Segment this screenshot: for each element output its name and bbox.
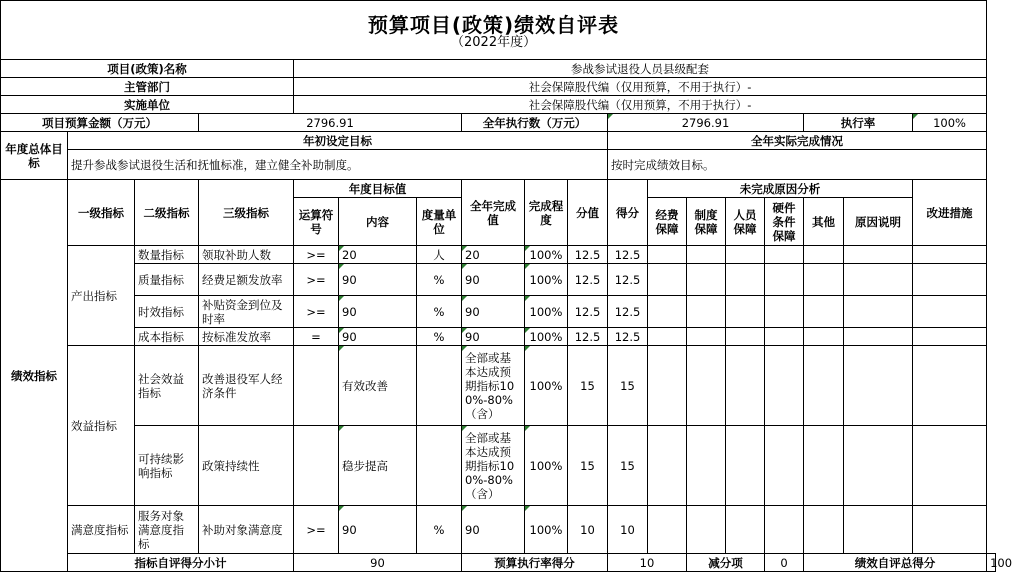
improve-cell [913,246,987,264]
budget-score-label: 预算执行率得分 [462,554,608,572]
exec-label: 全年执行数（万元） [462,114,608,132]
reason-system-header: 制度保障 [687,198,726,246]
reason-cell [726,328,765,346]
rate-value: 100% [913,114,987,132]
unit-header: 度量单位 [417,198,462,246]
table-row [1,426,996,506]
reason-cell [765,426,804,506]
reason-cell [844,264,913,296]
target-group-header: 年度目标值 [294,180,462,198]
reason-cell [844,506,913,554]
score-cell: 15 [608,426,648,506]
improve-cell [913,506,987,554]
lvl2-cell: 质量指标 [135,264,199,296]
table-row [1,246,996,264]
degree-cell: 100% [525,346,568,426]
budget-label: 项目预算金额（万元） [1,114,199,132]
reason-cell [804,506,844,554]
reason-cell [765,506,804,554]
reason-cell [648,506,687,554]
reason-cell [648,328,687,346]
lvl2-cell: 时效指标 [135,296,199,328]
table-row [1,296,996,328]
degree-cell: 100% [525,264,568,296]
points-cell: 15 [568,426,608,506]
plan-goal-header: 年初设定目标 [68,132,608,150]
improve-cell [913,264,987,296]
content-cell: 稳步提高 [339,426,417,506]
table-row [1,346,996,426]
value-cell: 90 [462,296,525,328]
op-cell [294,426,339,506]
deduct-value: 0 [765,554,804,572]
table-row [1,506,996,554]
op-cell: = [294,328,339,346]
reason-cell [804,246,844,264]
reason-cell [804,264,844,296]
points-cell: 12.5 [568,328,608,346]
reason-cell [648,264,687,296]
score-cell: 15 [608,346,648,426]
reason-cell [804,426,844,506]
lvl2-header: 二级指标 [135,180,199,246]
improve-cell [913,426,987,506]
reason-cell [687,296,726,328]
reason-cell [726,506,765,554]
reason-cell [765,264,804,296]
lvl1-cell: 满意度指标 [68,506,135,554]
improve-cell [913,346,987,426]
reason-note-header: 原因说明 [844,198,913,246]
reason-cell [648,246,687,264]
op-cell [294,346,339,426]
reason-cell [765,328,804,346]
value-cell: 90 [462,506,525,554]
reason-cell [648,426,687,506]
value-cell: 全部或基本达成预期指标100%-80%（含） [462,346,525,426]
reason-cell [648,296,687,328]
reason-hardware-header: 硬件条件保障 [765,198,804,246]
subtotal-value: 90 [294,554,462,572]
content-cell: 90 [339,296,417,328]
budget-value: 2796.91 [199,114,462,132]
points-cell: 10 [568,506,608,554]
reason-cell [687,506,726,554]
degree-cell: 100% [525,246,568,264]
lvl3-cell: 经费足额发放率 [199,264,294,296]
budget-score-value: 10 [608,554,687,572]
degree-cell: 100% [525,426,568,506]
unit-cell: 人 [417,246,462,264]
op-header: 运算符号 [294,198,339,246]
lvl2-cell: 服务对象满意度指标 [135,506,199,554]
degree-cell: 100% [525,296,568,328]
reason-cell [687,346,726,426]
points-header: 分值 [568,180,608,246]
degree-cell: 100% [525,328,568,346]
content-cell: 有效改善 [339,346,417,426]
page-title: 预算项目(政策)绩效自评表 [367,13,620,37]
reason-cell [804,346,844,426]
score-cell: 10 [608,506,648,554]
score-cell: 12.5 [608,246,648,264]
value-cell: 全部或基本达成预期指标100%-80%（含） [462,426,525,506]
reason-cell [765,296,804,328]
perf-indicator-label: 绩效指标 [1,180,68,572]
op-cell: >= [294,246,339,264]
annual-goal-label: 年度总体目标 [1,132,68,180]
exec-value: 2796.91 [608,114,804,132]
reason-cell [765,346,804,426]
dept-label: 主管部门 [1,78,294,96]
score-cell: 12.5 [608,264,648,296]
reason-cell [687,328,726,346]
content-cell: 90 [339,264,417,296]
total-value: 100 [987,554,996,572]
lvl3-cell: 政策持续性 [199,426,294,506]
points-cell: 12.5 [568,296,608,328]
reason-cell [726,264,765,296]
lvl2-cell: 社会效益指标 [135,346,199,426]
improve-header: 改进措施 [913,180,987,246]
reason-cell [687,426,726,506]
reason-cell [726,426,765,506]
content-header: 内容 [339,198,417,246]
unit-cell [417,346,462,426]
op-cell: >= [294,264,339,296]
score-cell: 12.5 [608,296,648,328]
op-cell: >= [294,506,339,554]
reason-cell [648,346,687,426]
lvl3-cell: 按标准发放率 [199,328,294,346]
content-cell: 90 [339,328,417,346]
unit-cell: % [417,328,462,346]
lvl1-cell: 产出指标 [68,246,135,346]
reason-cell [804,296,844,328]
reason-cell [844,426,913,506]
content-cell: 20 [339,246,417,264]
page-subtitle: （2022年度） [451,35,537,50]
value-cell: 90 [462,264,525,296]
reason-cell [844,328,913,346]
title-block [1,1,987,60]
dept-value: 社会保障股代编（仅用预算，不用于执行）- [294,78,987,96]
plan-goal-text: 提升参战参试退役生活和抚恤标准，建立健全补助制度。 [68,150,608,180]
lvl3-cell: 改善退役军人经济条件 [199,346,294,426]
lvl2-cell: 成本指标 [135,328,199,346]
project-name-label: 项目(政策)名称 [1,60,294,78]
degree-cell: 100% [525,506,568,554]
improve-cell [913,296,987,328]
actual-goal-text: 按时完成绩效目标。 [608,150,987,180]
impl-unit-label: 实施单位 [1,96,294,114]
deduct-label: 减分项 [687,554,765,572]
project-name-value: 参战参试退役人员县级配套 [294,60,987,78]
reason-cell [765,246,804,264]
table-row [1,328,996,346]
reason-cell [687,246,726,264]
value-cell: 90 [462,328,525,346]
reason-staff-header: 人员保障 [726,198,765,246]
unit-cell [417,426,462,506]
lvl3-cell: 补贴资金到位及时率 [199,296,294,328]
reason-cell [726,246,765,264]
improve-cell [913,328,987,346]
points-cell: 12.5 [568,264,608,296]
lvl2-cell: 数量指标 [135,246,199,264]
actual-goal-header: 全年实际完成情况 [608,132,987,150]
lvl3-cell: 补助对象满意度 [199,506,294,554]
content-cell: 90 [339,506,417,554]
value-cell: 20 [462,246,525,264]
unit-cell: % [417,264,462,296]
score-header: 得分 [608,180,648,246]
reason-cell [844,246,913,264]
lvl1-cell: 效益指标 [68,346,135,506]
points-cell: 15 [568,346,608,426]
reason-cell [726,346,765,426]
reason-cell [804,328,844,346]
unit-cell: % [417,506,462,554]
subtotal-label: 指标自评得分小计 [68,554,294,572]
reason-cell [687,264,726,296]
lvl3-header: 三级指标 [199,180,294,246]
lvl2-cell: 可持续影响指标 [135,426,199,506]
points-cell: 12.5 [568,246,608,264]
reason-cell [844,346,913,426]
impl-unit-value: 社会保障股代编（仅用预算，不用于执行）- [294,96,987,114]
lvl3-cell: 领取补助人数 [199,246,294,264]
score-cell: 12.5 [608,328,648,346]
reason-other-header: 其他 [804,198,844,246]
reason-group-header: 未完成原因分析 [648,180,913,198]
reason-cell [726,296,765,328]
op-cell: >= [294,296,339,328]
degree-header: 完成程度 [525,180,568,246]
rate-label: 执行率 [804,114,913,132]
lvl1-header: 一级指标 [68,180,135,246]
full-value-header: 全年完成值 [462,180,525,246]
total-label: 绩效自评总得分 [804,554,987,572]
unit-cell: % [417,296,462,328]
reason-funding-header: 经费保障 [648,198,687,246]
reason-cell [844,296,913,328]
table-row [1,264,996,296]
